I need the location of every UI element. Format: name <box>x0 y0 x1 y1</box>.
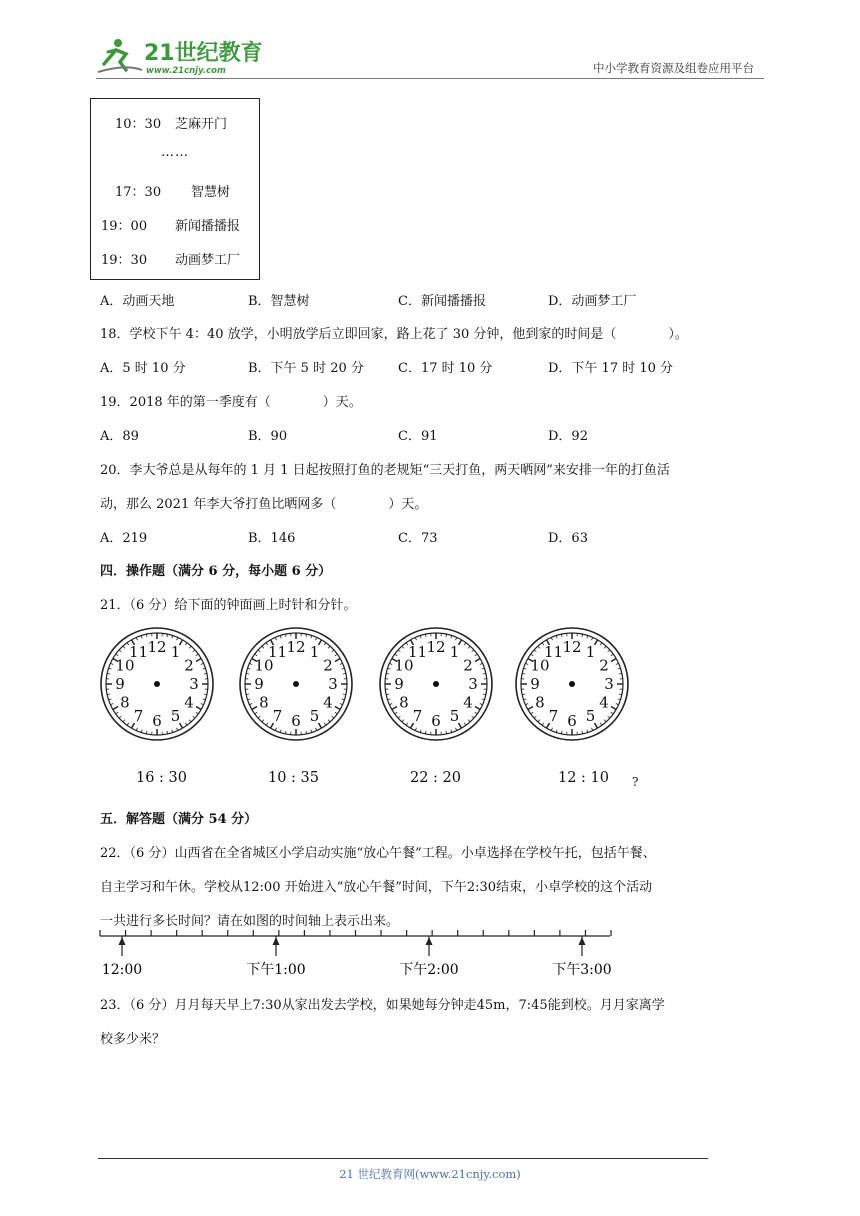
clock-tick <box>387 699 390 700</box>
clock-number: 5 <box>449 707 460 726</box>
timeline-label: 下午3:00 <box>552 962 612 978</box>
clock-number: 10 <box>394 656 414 675</box>
clock-tick <box>608 650 610 652</box>
clock-number: 12 <box>147 638 167 656</box>
clock-tick <box>123 720 125 722</box>
header-divider <box>96 78 764 79</box>
clock-tick <box>335 659 340 662</box>
q22-text-line2: 自主学习和午休。学校从12:00 开始进入“放心午餐”时间，下午2:30结束，小卓学校的这个活动 <box>100 880 653 895</box>
clock-tick <box>335 712 337 714</box>
clock-number: 11 <box>128 642 149 661</box>
clock-tick <box>616 704 619 705</box>
clock-tick <box>556 730 557 733</box>
clock-tick <box>468 720 470 722</box>
clock-tick <box>110 663 113 664</box>
clock-tick <box>141 635 142 638</box>
clock-tick <box>389 663 392 664</box>
q21-text: 21．（6 分）给下面的钟面画上时针和分针。 <box>100 598 357 613</box>
clock-number: 6 <box>431 712 441 730</box>
clock-tick <box>262 720 264 722</box>
clock-tick <box>247 699 250 700</box>
clock-tick <box>456 637 457 640</box>
clock-tick <box>255 712 257 714</box>
clock-number: 7 <box>548 707 559 726</box>
clock-tick <box>616 663 619 664</box>
clock-tick <box>196 707 201 710</box>
q20-text-line2: 动，那么 2021 年李大爷打鱼比晒网多（ ）天。 <box>100 497 428 512</box>
q23-text-line2: 校多少米？ <box>100 1032 166 1047</box>
clock-number: 2 <box>184 656 194 675</box>
clock-tick <box>119 650 121 652</box>
clock-tick <box>604 646 606 648</box>
clock-tick <box>600 723 602 725</box>
clock-tick <box>136 728 137 731</box>
q17-option-a[interactable]: A．动画天地 <box>100 294 175 309</box>
clock-number: 12 <box>286 638 306 656</box>
clock-tick <box>275 728 276 731</box>
clock-tick <box>618 668 621 669</box>
clock-tick <box>177 637 178 640</box>
clock-number: 3 <box>189 675 199 693</box>
clock-tick <box>185 723 187 725</box>
clock-number: 12 <box>562 638 582 656</box>
clock-center-dot <box>569 681 575 687</box>
tv-time: 19：00 <box>101 219 148 234</box>
clock-tick <box>525 663 528 664</box>
clock-tick <box>116 712 118 714</box>
clock-number: 9 <box>254 675 264 693</box>
clock-number: 4 <box>184 693 194 712</box>
clock-tick <box>328 720 330 722</box>
clock-number: 1 <box>170 642 181 661</box>
tv-show: 新闻播播报 <box>175 219 241 234</box>
clock-center-dot <box>293 681 299 687</box>
q19-option-d[interactable]: D．92 <box>548 429 588 444</box>
clock-tick <box>141 730 142 733</box>
clock-tick <box>387 668 390 669</box>
tv-time: 17：30 <box>115 185 162 200</box>
clock-tick <box>600 643 602 645</box>
clock-tick <box>119 716 121 718</box>
tv-schedule-box <box>90 98 260 280</box>
q18-option-a[interactable]: A．5 时 10 分 <box>100 361 186 376</box>
clock-tick <box>249 704 252 705</box>
clock-tick <box>608 716 610 718</box>
clock-tick <box>324 723 326 725</box>
clock-tick <box>189 646 191 648</box>
q17-option-c[interactable]: C．新闻播播报 <box>398 294 486 309</box>
clock-number: 8 <box>120 693 130 712</box>
clock-tick <box>551 637 552 640</box>
clock-time-label: 22 : 20 <box>410 770 462 786</box>
clock-tick <box>110 704 113 705</box>
clock-tick <box>451 730 452 733</box>
clock-tick <box>249 663 252 664</box>
clock-tick <box>475 659 480 662</box>
clock-tick <box>332 716 334 718</box>
clock-tick <box>475 654 477 656</box>
clock-time-label: 12 : 10 <box>558 770 610 786</box>
timeline-arrowhead <box>119 937 126 945</box>
clock-number: 10 <box>254 656 274 675</box>
clock-center-dot <box>154 681 160 687</box>
clock-number: 8 <box>535 693 545 712</box>
clock-time-label: 10 : 35 <box>268 770 320 786</box>
clock-tick <box>136 637 137 640</box>
clock-tick <box>201 663 204 664</box>
clock-tick <box>551 728 552 731</box>
clock-tick <box>280 635 281 638</box>
clock-tick <box>542 723 544 725</box>
clock-tick <box>472 716 474 718</box>
timeline-label: 12:00 <box>101 962 143 978</box>
clock-tick <box>389 704 392 705</box>
tv-show: 智慧树 <box>191 185 231 200</box>
clock-tick <box>335 707 340 710</box>
clock-tick <box>203 668 206 669</box>
clock-tick <box>475 712 477 714</box>
q17-option-d[interactable]: D．动画梦工厂 <box>548 294 637 309</box>
clock-tick <box>604 720 606 722</box>
clock-tick <box>587 730 588 733</box>
q23-text-line1: 23．（6 分）月月每天早上7:30从家出发去学校，如果她每分钟走45m，7:45能到校。月月家离学 <box>100 998 665 1013</box>
clock-number: 3 <box>604 675 614 693</box>
clock-tick <box>464 723 466 725</box>
clock-tick <box>523 699 526 700</box>
clock-number: 2 <box>463 656 473 675</box>
clock-tick <box>451 635 452 638</box>
clock-tick <box>472 650 474 652</box>
clock-number: 5 <box>309 707 320 726</box>
clock-tick <box>324 643 326 645</box>
time-axis[interactable] <box>98 926 618 982</box>
clock-tick <box>392 707 397 710</box>
clock-tick <box>402 720 404 722</box>
q18-text: 18．学校下午 4：40 放学，小明放学后立即回家，路上花了 30 分钟，他到家的时间是（ ）。 <box>100 327 688 342</box>
clock-tick <box>468 646 470 648</box>
clock-tick <box>340 704 343 705</box>
site-logo <box>96 34 296 78</box>
clock-tick <box>311 730 312 733</box>
clock-tick <box>172 730 173 733</box>
section4-title: 四．操作题（满分 6 分，每小题 6 分） <box>100 564 332 579</box>
tv-show: 动画梦工厂 <box>175 253 241 268</box>
clock-tick <box>185 643 187 645</box>
clock-tick <box>525 704 528 705</box>
logo-url: www.21cnjy.com <box>146 66 226 76</box>
clock-tick <box>480 663 483 664</box>
clock-tick <box>113 707 118 710</box>
clock-tick <box>193 716 195 718</box>
clock-number: 1 <box>585 642 596 661</box>
clock-tick <box>538 646 540 648</box>
clock-tick <box>189 720 191 722</box>
logo-text: 21世纪教育 <box>144 41 263 66</box>
timeline-label: 下午2:00 <box>399 962 459 978</box>
clock-number: 6 <box>291 712 301 730</box>
clock-tick <box>280 730 281 733</box>
clock-tick <box>611 654 613 656</box>
clock-tick <box>172 635 173 638</box>
clock-number: 6 <box>152 712 162 730</box>
clock-face[interactable] <box>378 626 494 742</box>
clock-tick <box>342 668 345 669</box>
clock-center-dot <box>433 681 439 687</box>
clock-tick <box>266 723 268 725</box>
q20-option-c[interactable]: C．73 <box>398 531 438 546</box>
clock-face[interactable] <box>238 626 354 742</box>
clock-number: 6 <box>567 712 577 730</box>
clock-number: 3 <box>468 675 478 693</box>
clock-number: 3 <box>328 675 338 693</box>
clock-number: 5 <box>170 707 181 726</box>
clock-number: 4 <box>323 693 333 712</box>
clock-tick <box>311 635 312 638</box>
q18-option-d[interactable]: D．下午 17 时 10 分 <box>548 361 674 376</box>
clock-tick <box>482 699 485 700</box>
clock-number: 9 <box>115 675 125 693</box>
clock-tick <box>258 716 260 718</box>
clock-tick <box>420 730 421 733</box>
clock-tick <box>196 659 201 662</box>
q19-option-c[interactable]: C．91 <box>398 429 438 444</box>
section5-title: 五．解答题（满分 54 分） <box>100 812 258 827</box>
clock-number: 9 <box>530 675 540 693</box>
clock-number: 4 <box>599 693 609 712</box>
clock-tick <box>247 668 250 669</box>
clock-tick <box>534 650 536 652</box>
clock-number: 10 <box>530 656 550 675</box>
clock-tick <box>335 654 337 656</box>
clock-number: 1 <box>449 642 460 661</box>
clock-tick <box>203 699 206 700</box>
clock-number: 11 <box>267 642 288 661</box>
clock-tick <box>464 643 466 645</box>
q19-option-b[interactable]: B．90 <box>248 429 288 444</box>
q20-option-a[interactable]: A．219 <box>100 531 148 546</box>
tv-time: 19：30 <box>101 253 148 268</box>
clock-tick <box>592 637 593 640</box>
runner-logo-icon <box>98 39 142 72</box>
q20-option-d[interactable]: D．63 <box>548 531 588 546</box>
clock-number: 7 <box>412 707 423 726</box>
clock-tick <box>193 650 195 652</box>
clock-tick <box>196 712 198 714</box>
tv-show: 芝麻开门 <box>175 117 228 132</box>
header-tagline: 中小学教育资源及组卷应用平台 <box>593 61 754 75</box>
footer-divider <box>98 1158 708 1159</box>
q20-text-line1: 20．李大爷总是从每年的 1 月 1 日起按照打鱼的老规矩“三天打鱼，两天晒网”来安排一年的打鱼活 <box>100 463 670 478</box>
clock-tick <box>415 637 416 640</box>
tv-ellipsis: …… <box>161 145 189 160</box>
clock-tick <box>332 650 334 652</box>
q19-text: 19．2018 年的第一季度有（ ）天。 <box>100 395 362 410</box>
clock-tick <box>482 668 485 669</box>
clock-face[interactable] <box>99 626 215 742</box>
clock-tick <box>108 699 111 700</box>
clock-number: 8 <box>399 693 409 712</box>
clock-tick <box>538 720 540 722</box>
clock-tick <box>611 707 616 710</box>
clock-face[interactable] <box>514 626 630 742</box>
q17-option-b[interactable]: B．智慧树 <box>248 294 310 309</box>
clock-tick <box>611 659 616 662</box>
clock-tick <box>108 668 111 669</box>
clock-tick <box>123 646 125 648</box>
clock-tick <box>592 728 593 731</box>
clock-tick <box>252 707 257 710</box>
clock-tick <box>528 707 533 710</box>
clock-tick <box>534 716 536 718</box>
timeline-arrowhead <box>426 937 433 945</box>
clock-tick <box>275 637 276 640</box>
clock-tick <box>402 646 404 648</box>
q19-option-a[interactable]: A．89 <box>100 429 139 444</box>
clock-tick <box>480 704 483 705</box>
clock-number: 9 <box>394 675 404 693</box>
clock-tick <box>556 635 557 638</box>
clock-tick <box>316 637 317 640</box>
q18-option-c[interactable]: C．17 时 10 分 <box>398 361 493 376</box>
timeline-arrowhead <box>273 937 280 945</box>
clock-tick <box>316 728 317 731</box>
clock-tick <box>420 635 421 638</box>
clock-number: 10 <box>115 656 135 675</box>
clock-tick <box>342 699 345 700</box>
clock-number: 7 <box>272 707 283 726</box>
clock-tick <box>398 650 400 652</box>
q18-option-b[interactable]: B．下午 5 时 20 分 <box>248 361 364 376</box>
clock-tick <box>611 712 613 714</box>
clock-tick <box>398 716 400 718</box>
clock-number: 12 <box>426 638 446 656</box>
clock-number: 4 <box>463 693 473 712</box>
clock-number: 2 <box>323 656 333 675</box>
clock-tick <box>340 663 343 664</box>
question-mark: ? <box>632 775 639 789</box>
clock-tick <box>262 646 264 648</box>
q20-option-b[interactable]: B．146 <box>248 531 296 546</box>
q22-text-line1: 22．（6 分）山西省在全省城区小学启动实施“放心午餐”工程。小卓选择在学校午托，包括午餐、 <box>100 846 656 861</box>
clock-number: 7 <box>133 707 144 726</box>
clock-tick <box>328 646 330 648</box>
clock-tick <box>395 712 397 714</box>
clock-tick <box>406 723 408 725</box>
clock-time-label: 16 : 30 <box>136 770 188 786</box>
clock-number: 5 <box>585 707 596 726</box>
clock-number: 1 <box>309 642 320 661</box>
timeline-arrowhead <box>579 937 586 945</box>
clock-tick <box>523 668 526 669</box>
clock-tick <box>196 654 198 656</box>
clock-number: 11 <box>407 642 428 661</box>
clock-tick <box>201 704 204 705</box>
tv-time: 10：30 <box>115 117 162 132</box>
clock-tick <box>618 699 621 700</box>
clock-tick <box>587 635 588 638</box>
clock-tick <box>177 728 178 731</box>
clock-number: 11 <box>543 642 564 661</box>
clock-tick <box>415 728 416 731</box>
clock-number: 8 <box>259 693 269 712</box>
clock-tick <box>475 707 480 710</box>
q22-text-line3: 一共进行多长时间？请在如图的时间轴上表示出来。 <box>100 914 400 929</box>
clock-number: 2 <box>599 656 609 675</box>
footer-text: 21 世纪教育网(www.21cnjy.com) <box>339 1167 521 1181</box>
clock-tick <box>258 650 260 652</box>
clock-tick <box>531 712 533 714</box>
timeline-label: 下午1:00 <box>246 962 306 978</box>
clock-tick <box>456 728 457 731</box>
clock-tick <box>127 723 129 725</box>
